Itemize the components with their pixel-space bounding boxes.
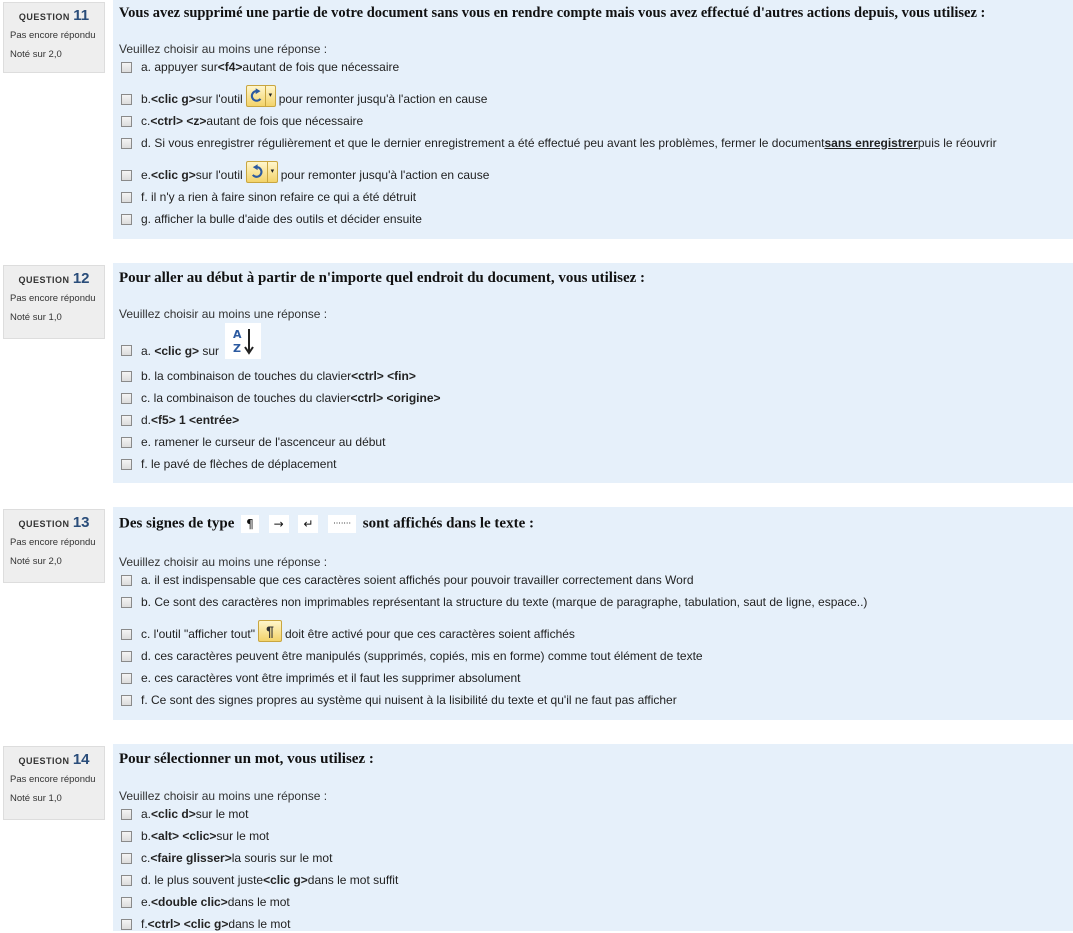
checkbox[interactable] xyxy=(121,919,132,930)
checkbox[interactable] xyxy=(121,875,132,886)
answer-option-a[interactable]: a. <clic d> sur le mot xyxy=(121,805,248,823)
question-text: Pour aller au début à partir de n'importe quel endroit du document, vous utilisez : xyxy=(119,270,646,286)
question-text: Pour sélectionner un mot, vous utilisez : xyxy=(119,751,374,767)
answer-option-b[interactable]: b. la combinaison de touches du clavier <ctrl> <fin> xyxy=(121,367,416,385)
answer-option-d[interactable]: d. ces caractères peuvent être manipulés (supprimés, copiés, mis en forme) comme tout élément de texte xyxy=(121,647,703,665)
svg-text:A: A xyxy=(233,328,242,341)
checkbox[interactable] xyxy=(121,94,132,105)
question-text: Vous avez supprimé une partie de votre document sans vous en rendre compte mais vous avez effectué d'autres actions depuis, vous utilisez : xyxy=(119,5,986,21)
checkbox[interactable] xyxy=(121,116,132,127)
question-number: QUESTION 13 xyxy=(18,514,90,531)
question-content xyxy=(113,744,1073,931)
checkbox[interactable] xyxy=(121,897,132,908)
checkbox[interactable] xyxy=(121,853,132,864)
question-state: Pas encore répondu xyxy=(10,774,96,785)
answer-option-a[interactable]: a. <clic g> sur A Z xyxy=(121,323,261,359)
question-content xyxy=(113,263,1073,483)
checkbox[interactable] xyxy=(121,393,132,404)
answer-option-c[interactable]: c. l'outil "afficher tout" ¶ doit être activé pour que ces caractères soient affichés xyxy=(121,621,575,647)
question-text: Des signes de type ¶ → ↵ ······· sont affichés dans le texte : xyxy=(119,515,534,532)
checkbox[interactable] xyxy=(121,214,132,225)
question-content xyxy=(113,0,1073,239)
question-grade: Noté sur 1,0 xyxy=(10,312,62,323)
checkbox[interactable] xyxy=(121,170,132,181)
answer-option-e[interactable]: e. <double clic> dans le mot xyxy=(121,893,290,911)
answer-option-b[interactable]: b. <clic g> sur l'outil ▾ pour remonter jusqu'à l'action en cause xyxy=(121,86,487,112)
checkbox[interactable] xyxy=(121,651,132,662)
answer-option-f[interactable]: f. Ce sont des signes propres au système qui nuisent à la lisibilité du texte et qu'il ne faut pas afficher xyxy=(121,691,677,709)
answer-prompt: Veuillez choisir au moins une réponse : xyxy=(119,42,328,56)
question-number: QUESTION 11 xyxy=(18,7,90,24)
question-state: Pas encore répondu xyxy=(10,537,96,548)
checkbox[interactable] xyxy=(121,371,132,382)
answer-prompt: Veuillez choisir au moins une réponse : xyxy=(119,789,328,803)
pilcrow-icon: ¶ xyxy=(258,620,282,642)
checkbox[interactable] xyxy=(121,809,132,820)
question-number: QUESTION 14 xyxy=(18,751,90,768)
redo-icon: ▾ xyxy=(246,85,276,107)
question-state: Pas encore répondu xyxy=(10,30,96,41)
answer-option-c[interactable]: c. <faire glisser> la souris sur le mot xyxy=(121,849,332,867)
checkbox[interactable] xyxy=(121,629,132,640)
question-info xyxy=(3,509,105,583)
checkbox[interactable] xyxy=(121,695,132,706)
line-break-symbol: ↵ xyxy=(298,515,318,533)
answer-option-d[interactable]: d. <f5> 1 <entrée> xyxy=(121,411,239,429)
answer-option-e[interactable]: e. ramener le curseur de l'ascenceur au début xyxy=(121,433,385,451)
answer-option-c[interactable]: c. la combinaison de touches du clavier <ctrl> <origine> xyxy=(121,389,441,407)
answer-option-e[interactable]: e. ces caractères vont être imprimés et il faut les supprimer absolument xyxy=(121,669,521,687)
answer-option-f[interactable]: f. le pavé de flèches de déplacement xyxy=(121,455,336,473)
question-content xyxy=(113,507,1073,720)
answer-prompt: Veuillez choisir au moins une réponse : xyxy=(119,307,328,321)
answer-option-f[interactable]: f. il n'y a rien à faire sinon refaire ce qui a été détruit xyxy=(121,188,416,206)
checkbox[interactable] xyxy=(121,575,132,586)
question-number: QUESTION 12 xyxy=(18,270,90,287)
answer-option-b[interactable]: b. <alt> <clic> sur le mot xyxy=(121,827,269,845)
checkbox[interactable] xyxy=(121,673,132,684)
checkbox[interactable] xyxy=(121,62,132,73)
answer-option-g[interactable]: g. afficher la bulle d'aide des outils et décider ensuite xyxy=(121,210,422,228)
tab-arrow-symbol: → xyxy=(269,515,289,533)
checkbox[interactable] xyxy=(121,459,132,470)
answer-option-d[interactable]: d. le plus souvent juste <clic g> dans le mot suffit xyxy=(121,871,398,889)
question-info xyxy=(3,746,105,820)
answer-prompt: Veuillez choisir au moins une réponse : xyxy=(119,555,328,569)
answer-option-f[interactable]: f. <ctrl> <clic g> dans le mot xyxy=(121,915,290,933)
checkbox[interactable] xyxy=(121,345,132,356)
space-dots-symbol: ······· xyxy=(328,515,356,533)
answer-option-a[interactable]: a. appuyer sur <f4> autant de fois que nécessaire xyxy=(121,58,399,76)
checkbox[interactable] xyxy=(121,415,132,426)
checkbox[interactable] xyxy=(121,138,132,149)
question-state: Pas encore répondu xyxy=(10,293,96,304)
checkbox[interactable] xyxy=(121,831,132,842)
answer-option-c[interactable]: c. <ctrl> <z> autant de fois que nécessaire xyxy=(121,112,363,130)
checkbox[interactable] xyxy=(121,437,132,448)
checkbox[interactable] xyxy=(121,192,132,203)
answer-option-a[interactable]: a. il est indispensable que ces caractères soient affichés pour pouvoir travailler correctement dans Word xyxy=(121,571,694,589)
question-info xyxy=(3,2,105,73)
answer-option-b[interactable]: b. Ce sont des caractères non imprimables représentant la structure du texte (marque de paragraphe, tabulation, saut de ligne, espace..) xyxy=(121,593,867,611)
undo-icon: ▾ xyxy=(246,161,278,183)
svg-text:Z: Z xyxy=(233,342,242,355)
question-grade: Noté sur 2,0 xyxy=(10,556,62,567)
answer-option-e[interactable]: e. <clic g> sur l'outil ▾ pour remonter jusqu'à l'action en cause xyxy=(121,162,489,188)
checkbox[interactable] xyxy=(121,597,132,608)
question-info xyxy=(3,265,105,339)
answer-option-d[interactable]: d. Si vous enregistrer régulièrement et que le dernier enregistrement a été effectué peu avant les problèmes, fermer le document sans enregistrer puis le réouvrir xyxy=(121,134,997,152)
sort-az-icon xyxy=(225,323,261,359)
pilcrow-symbol: ¶ xyxy=(241,515,259,533)
question-grade: Noté sur 1,0 xyxy=(10,793,62,804)
question-grade: Noté sur 2,0 xyxy=(10,49,62,60)
